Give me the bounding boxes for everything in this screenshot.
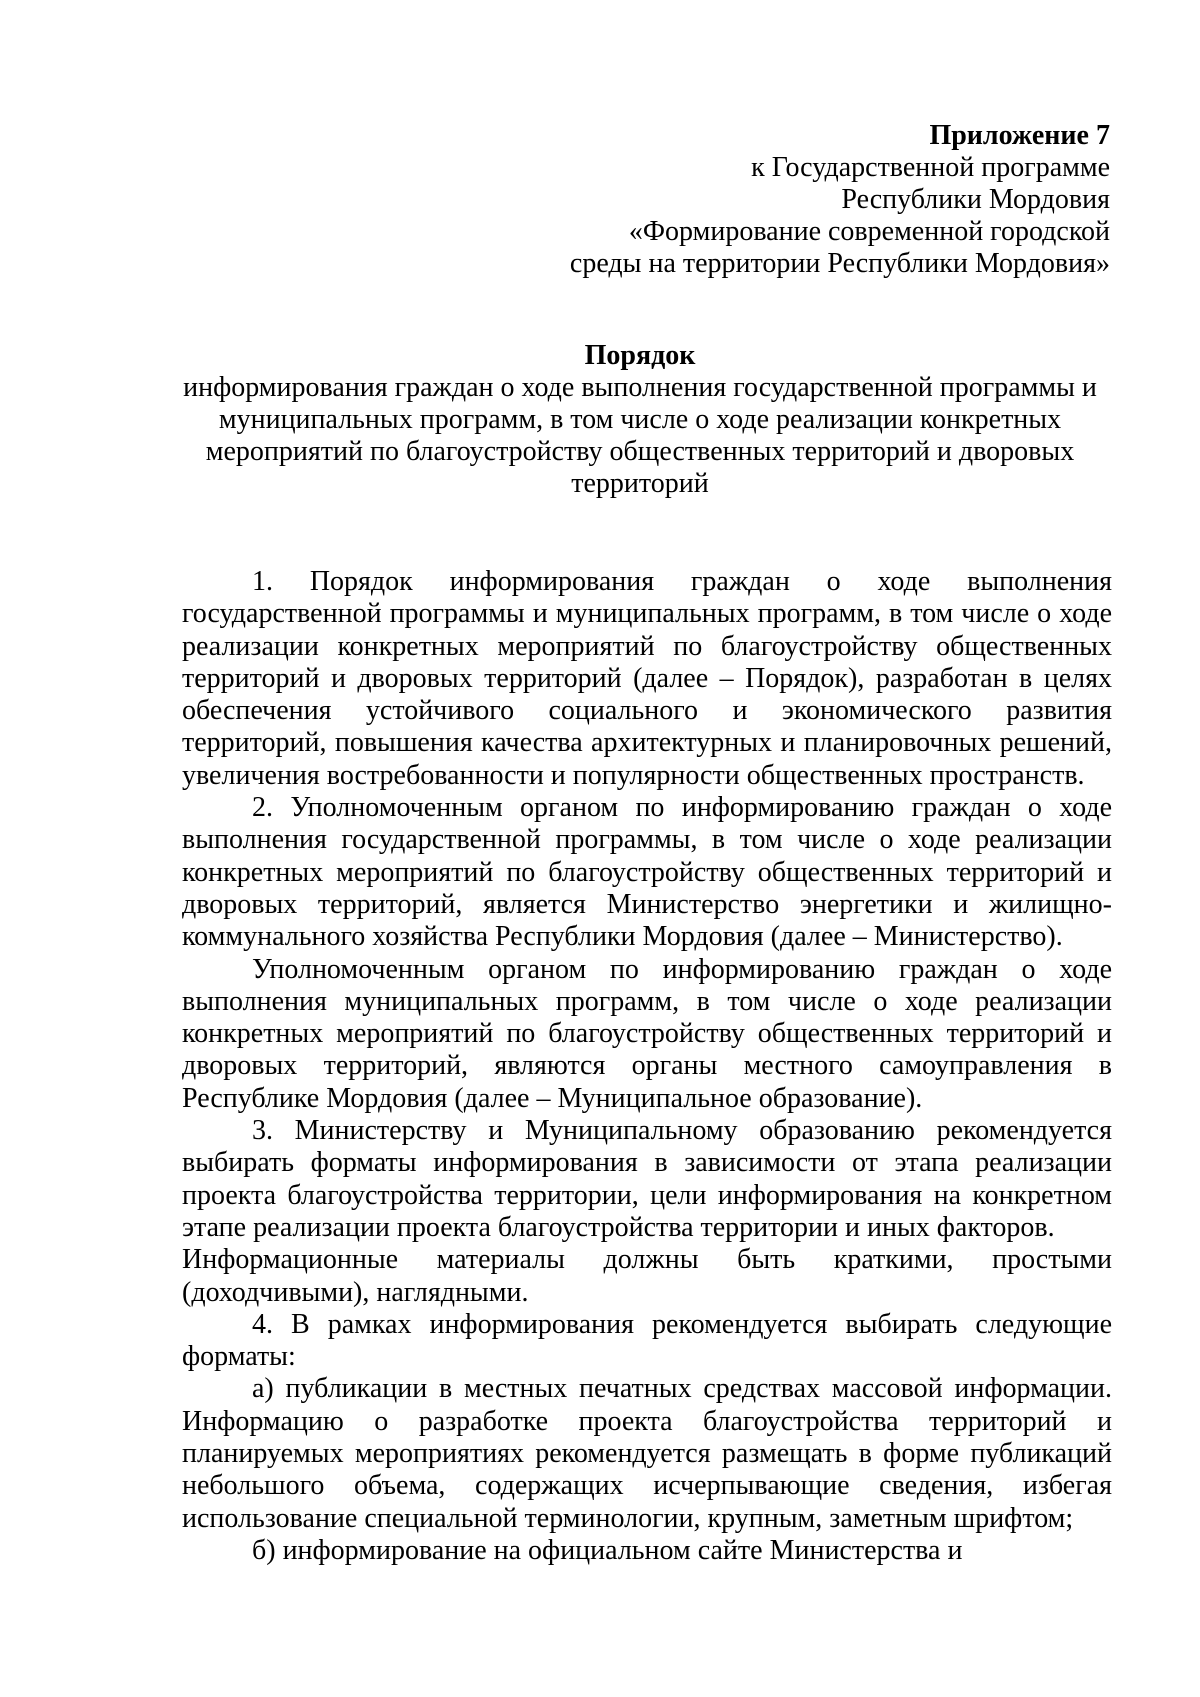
- document-heading: [170, 340, 1110, 500]
- paragraph-2: 2. Уполномоченным органом по информированию граждан о ходе выполнения государственной программы, в том числе о ходе реализации конкретных мероприятий по благоустройству общественных территорий и дворовых территорий, является Министерство энергетики и жилищно-коммунального хозяйства Республики Мордовия (далее – Министерство).: [182, 792, 1112, 953]
- document-title: Порядок: [584, 340, 696, 371]
- paragraph-2-continued: Уполномоченным органом по информированию граждан о ходе выполнения муниципальных программ, в том числе о ходе реализации конкретных мероприятий по благоустройству общественных территорий и дворовых территорий, являются органы местного самоуправления в Республике Мордовия (далее – Муниципальное образование).: [182, 953, 1112, 1114]
- paragraph-4a: а) публикации в местных печатных средствах массовой информации. Информацию о разработке проекта благоустройства территорий и планируемых мероприятиях рекомендуется размещать в форме публикаций небольшого объема, содержащих исчерпывающие сведения, избегая использование специальной терминологии, крупным, заметным шрифтом;: [182, 1373, 1112, 1534]
- paragraph-3-continued: Информационные материалы должны быть краткими, простыми (доходчивыми), наглядными.: [182, 1244, 1112, 1308]
- document-body: [182, 566, 1112, 1567]
- appendix-line: к Государственной программе: [751, 152, 1110, 183]
- heading-line: мероприятий по благоустройству общественных территорий и дворовых: [205, 436, 1075, 467]
- paragraph-4b: б) информирование на официальном сайте Министерства и: [252, 1534, 963, 1566]
- paragraph-4: 4. В рамках информирования рекомендуется выбирать следующие форматы:: [182, 1308, 1112, 1373]
- heading-line: территорий: [571, 468, 709, 499]
- appendix-line: Республики Мордовия: [841, 184, 1110, 215]
- heading-line: муниципальных программ, в том числе о ходе реализации конкретных: [218, 404, 1062, 435]
- paragraph-1: 1. Порядок информирования граждан о ходе выполнения государственной программы и муниципальных программ, в том числе о ходе реализации конкретных мероприятий по благоустройству общественных территорий и дворовых территорий (далее – Порядок), разработан в целях обеспечения устойчивого социального и экономического развития территорий, повышения качества архитектурных и планировочных решений, увеличения востребованности и популярности общественных пространств.: [182, 566, 1112, 791]
- heading-line: информирования граждан о ходе выполнения государственной программы и: [183, 372, 1097, 403]
- appendix-line: «Формирование современной городской: [628, 216, 1110, 247]
- appendix-number: Приложение 7: [929, 120, 1110, 151]
- paragraph-3: 3. Министерству и Муниципальному образованию рекомендуется выбирать форматы информирования в зависимости от этапа реализации проекта благоустройства территории, цели информирования на конкретном этапе реализации проекта благоустройства территории и иных факторов.: [182, 1115, 1112, 1243]
- appendix-block: [550, 120, 1110, 280]
- appendix-line: среды на территории Республики Мордовия»: [569, 248, 1110, 279]
